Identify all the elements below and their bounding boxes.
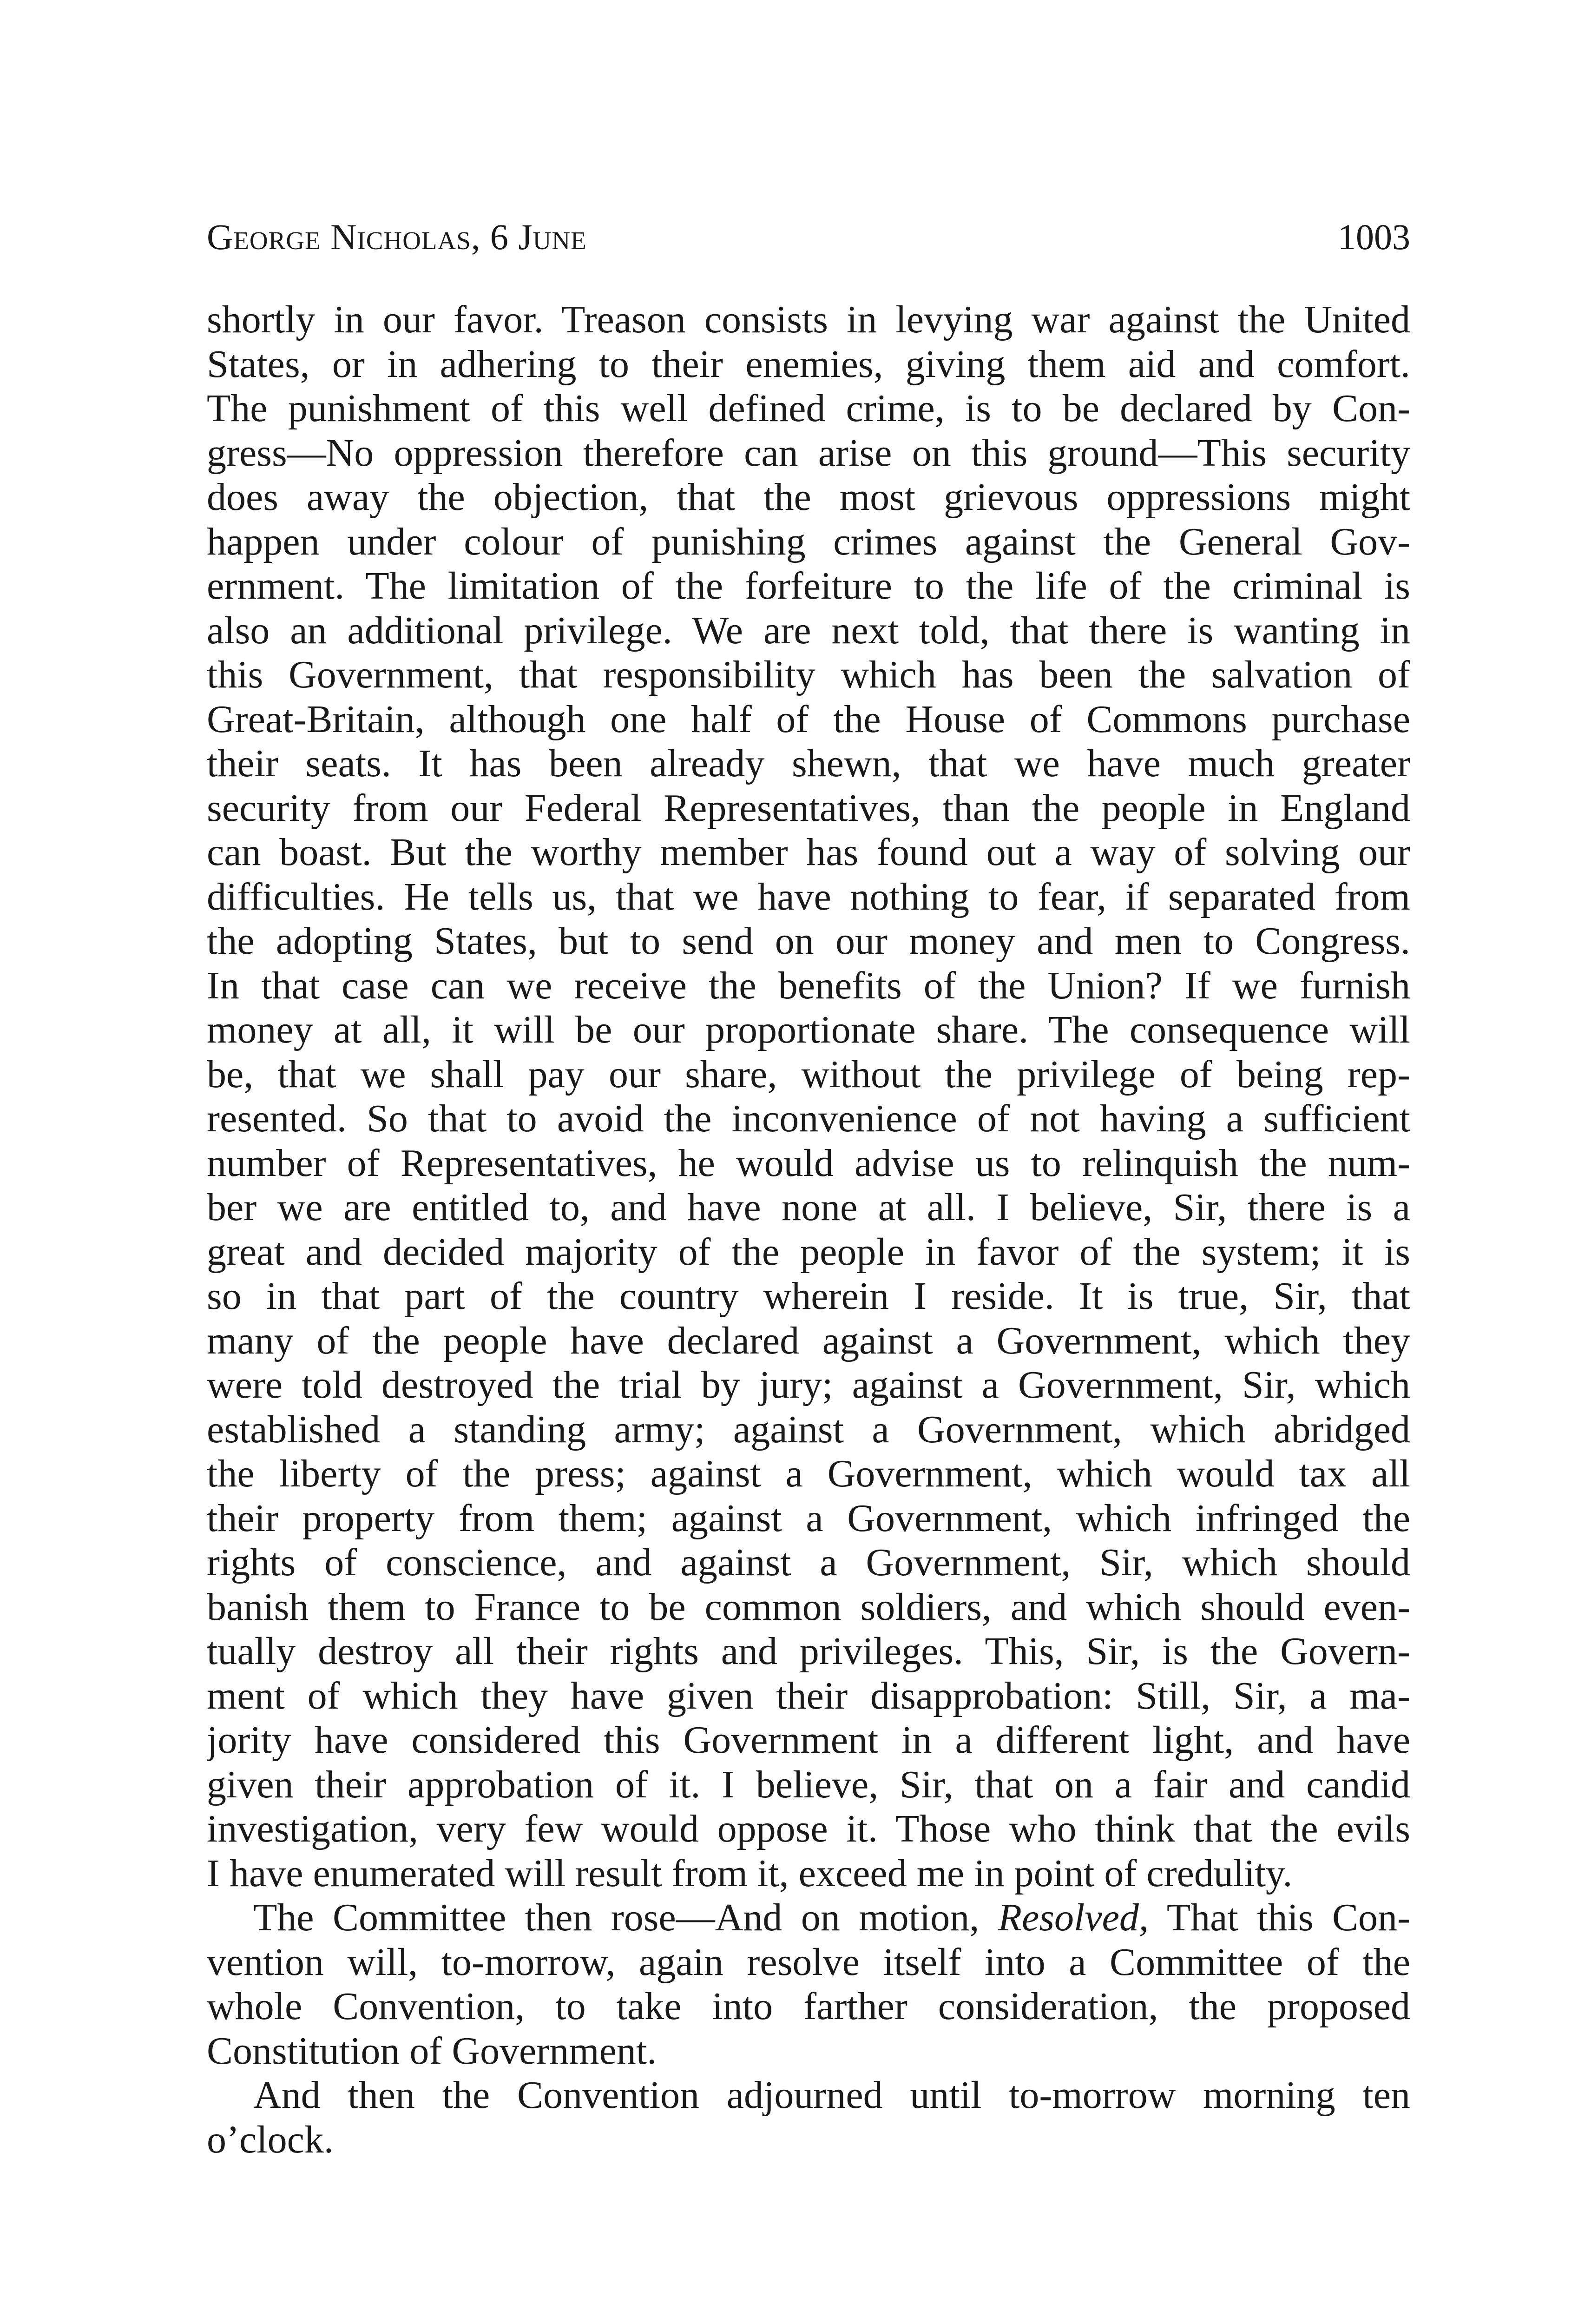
resolved-italic: Resolved, [998,1896,1149,1939]
text-line: investigation, very few would oppose it. Those who think that the evils [207,1807,1410,1850]
text-line: their seats. It has been already shewn, that we have much greater [207,742,1410,785]
text-line: Constitution of Government. [207,2029,657,2073]
page-number: 1003 [1338,217,1410,257]
text-line: the liberty of the press; against a Government, which would tax all [207,1452,1410,1495]
text-line: also an additional privilege. We are next told, that there is wanting in [207,608,1410,652]
text-line: Great-Britain, although one half of the House of Commons purchase [207,697,1410,741]
text-line: security from our Federal Representatives, than the people in England [207,786,1410,830]
text-line: were told destroyed the trial by jury; against a Government, Sir, which [207,1363,1410,1406]
text-line: ernment. The limitation of the forfeiture to the life of the criminal is [207,564,1410,607]
running-head [207,211,1410,263]
text-line: rights of conscience, and against a Government, Sir, which should [207,1541,1410,1584]
text-line: difficulties. He tells us, that we have nothing to fear, if separated from [207,875,1410,918]
text-line: ment of which they have given their disapprobation: Still, Sir, a ma- [207,1674,1410,1717]
resolution-text-end: That this Con- [1148,1896,1410,1939]
text-line: happen under colour of punishing crimes against the General Gov- [207,520,1410,563]
text-line: banish them to France to be common soldiers, and which should even- [207,1585,1410,1629]
text-line: many of the people have declared against a Government, which they [207,1319,1410,1362]
text-line: can boast. But the worthy member has found out a way of solving our [207,831,1410,874]
text-line: so in that part of the country wherein I reside. It is true, Sir, that [207,1274,1410,1318]
running-head-title [207,211,587,263]
text-line: resented. So that to avoid the inconvenience of not having a sufficient [207,1097,1410,1140]
paragraph-resolution [207,1895,1410,2073]
text-line: whole Convention, to take into farther consideration, the proposed [207,1985,1410,2028]
body-text [207,297,1410,2162]
text-line: gress—No oppression therefore can arise on this ground—This security [207,431,1410,475]
text-line: ber we are entitled to, and have none at all. I believe, Sir, there is a [207,1186,1410,1229]
text-line: And then the Convention adjourned until to-morrow morning ten [253,2073,1410,2117]
text-line: o’clock. [207,2118,334,2161]
text-line: In that case can we receive the benefits of the Union? If we furnish [207,964,1410,1007]
text-line: be, that we shall pay our share, without the privilege of being rep- [207,1052,1410,1096]
text-line: The punishment of this well defined crime, is to be declared by Con- [207,387,1410,430]
text-line: shortly in our favor. Treason consists in levying war against the United [207,298,1410,341]
text-line: established a standing army; against a Government, which abridged [207,1407,1410,1451]
text-line: jority have considered this Government in a different light, and have [207,1718,1410,1762]
text-line: this Government, that responsibility which has been the salvation of [207,653,1410,696]
paragraph-adjournment [207,2073,1410,2162]
text-line: money at all, it will be our proportionate share. The consequence will [207,1008,1410,1051]
text-line: States, or in adhering to their enemies, giving them aid and comfort. [207,342,1410,386]
paragraph-speech [207,297,1410,1895]
text-line: I have enumerated will result from it, exceed me in point of credulity. [207,1851,1293,1895]
resolution-text-start: The Committee then rose—And on motion, [253,1896,998,1939]
text-line: vention will, to-morrow, again resolve itself into a Committee of the [207,1940,1410,1984]
text-line: does away the objection, that the most grievous oppressions might [207,475,1410,519]
text-line: tually destroy all their rights and privileges. This, Sir, is the Govern- [207,1630,1410,1673]
text-line [207,1895,1410,1940]
running-head-title-text: George Nicholas, 6 June [207,217,587,257]
text-line: the adopting States, but to send on our money and men to Congress. [207,919,1410,963]
text-line: number of Representatives, he would advise us to relinquish the num- [207,1141,1410,1185]
text-line: given their approbation of it. I believe, Sir, that on a fair and candid [207,1763,1410,1806]
text-line: their property from them; against a Government, which infringed the [207,1496,1410,1540]
text-line: great and decided majority of the people in favor of the system; it is [207,1230,1410,1274]
